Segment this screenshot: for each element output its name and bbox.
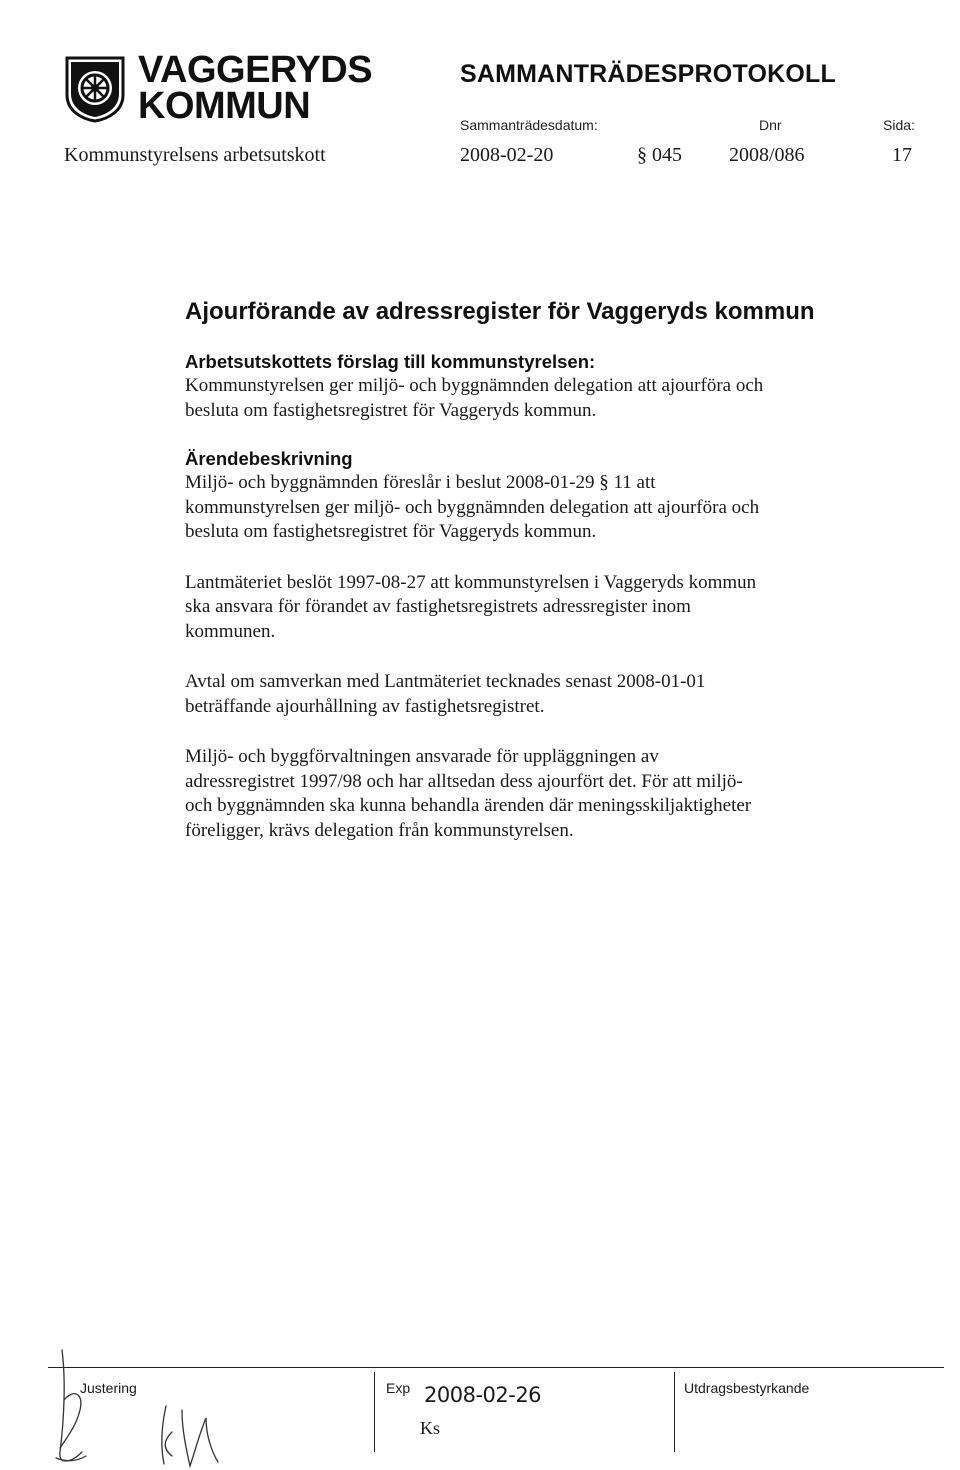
paragraph-line: kommunstyrelsen ger miljö- och byggnämnden delegation att ajourföra och (185, 496, 760, 518)
paragraph-line: ska ansvara för förandet av fastighetsregistrets adressregister inom (185, 596, 691, 617)
meeting-date-label: Sammanträdesdatum: (460, 117, 598, 133)
proposal-line: besluta om fastighetsregistret för Vaggeryds kommun. (185, 399, 597, 421)
paragraph-line: beträffande ajourhållning av fastighetsregistret. (185, 695, 545, 717)
proposal-line: Kommunstyrelsen ger miljö- och byggnämnden delegation att ajourföra och (185, 375, 764, 396)
exp-label: Exp (386, 1380, 411, 1396)
dnr-value: 2008/086 (729, 144, 805, 166)
description-heading: Ärendebeskrivning (185, 448, 353, 469)
paragraph-line: och byggnämnden ska kunna behandla ärenden där meningsskiljaktigheter (185, 795, 752, 816)
paragraph-line: besluta om fastighetsregistret för Vaggeryds kommun. (185, 521, 597, 542)
utdrag-label: Utdragsbestyrkande (684, 1380, 810, 1396)
page-label: Sida: (883, 117, 915, 133)
exp-initials: Ks (420, 1418, 441, 1438)
paragraph-line: kommunen. (185, 620, 276, 642)
footer-column-divider (374, 1372, 375, 1452)
document-type: SAMMANTRÄDESPROTOKOLL (460, 60, 836, 88)
municipality-logo (64, 55, 126, 123)
paragraph-line: Miljö- och byggnämnden föreslår i beslut 2008-01-29 § 11 att (185, 472, 656, 493)
paragraph-line: adressregistret 1997/98 och har alltsedan dess ajourfört det. För att miljö- (185, 770, 743, 792)
paragraph-line: Miljö- och byggförvaltningen ansvarade för uppläggningen av (185, 746, 659, 767)
paragraph-line: Avtal om samverkan med Lantmäteriet tecknades senast 2008-01-01 (185, 671, 706, 692)
logo-wordmark (138, 49, 373, 127)
meeting-date: 2008-02-20 (460, 144, 554, 166)
proposal-heading: Arbetsutskottets förslag till kommunstyrelsen: (185, 351, 596, 372)
paragraph-line: Lantmäteriet beslöt 1997-08-27 att kommunstyrelsen i Vaggeryds kommun (185, 571, 757, 593)
page-number: 17 (892, 144, 912, 166)
paragraph-number: § 045 (637, 144, 682, 166)
exp-date: 2008-02-26 (424, 1383, 542, 1407)
page-title: Ajourförande av adressregister för Vaggeryds kommun (185, 298, 815, 325)
body-name: Kommunstyrelsens arbetsutskott (64, 144, 326, 166)
logo-line-1: VAGGERYDS (138, 49, 373, 91)
paragraph-line: föreligger, krävs delegation från kommunstyrelsen. (185, 819, 574, 841)
logo-line-2: KOMMUN (138, 85, 311, 127)
document-body (185, 298, 875, 843)
handwritten-signature (40, 1340, 240, 1470)
footer-column-divider (674, 1372, 675, 1452)
dnr-label: Dnr (759, 117, 782, 133)
justering-label: Justering (80, 1380, 137, 1396)
